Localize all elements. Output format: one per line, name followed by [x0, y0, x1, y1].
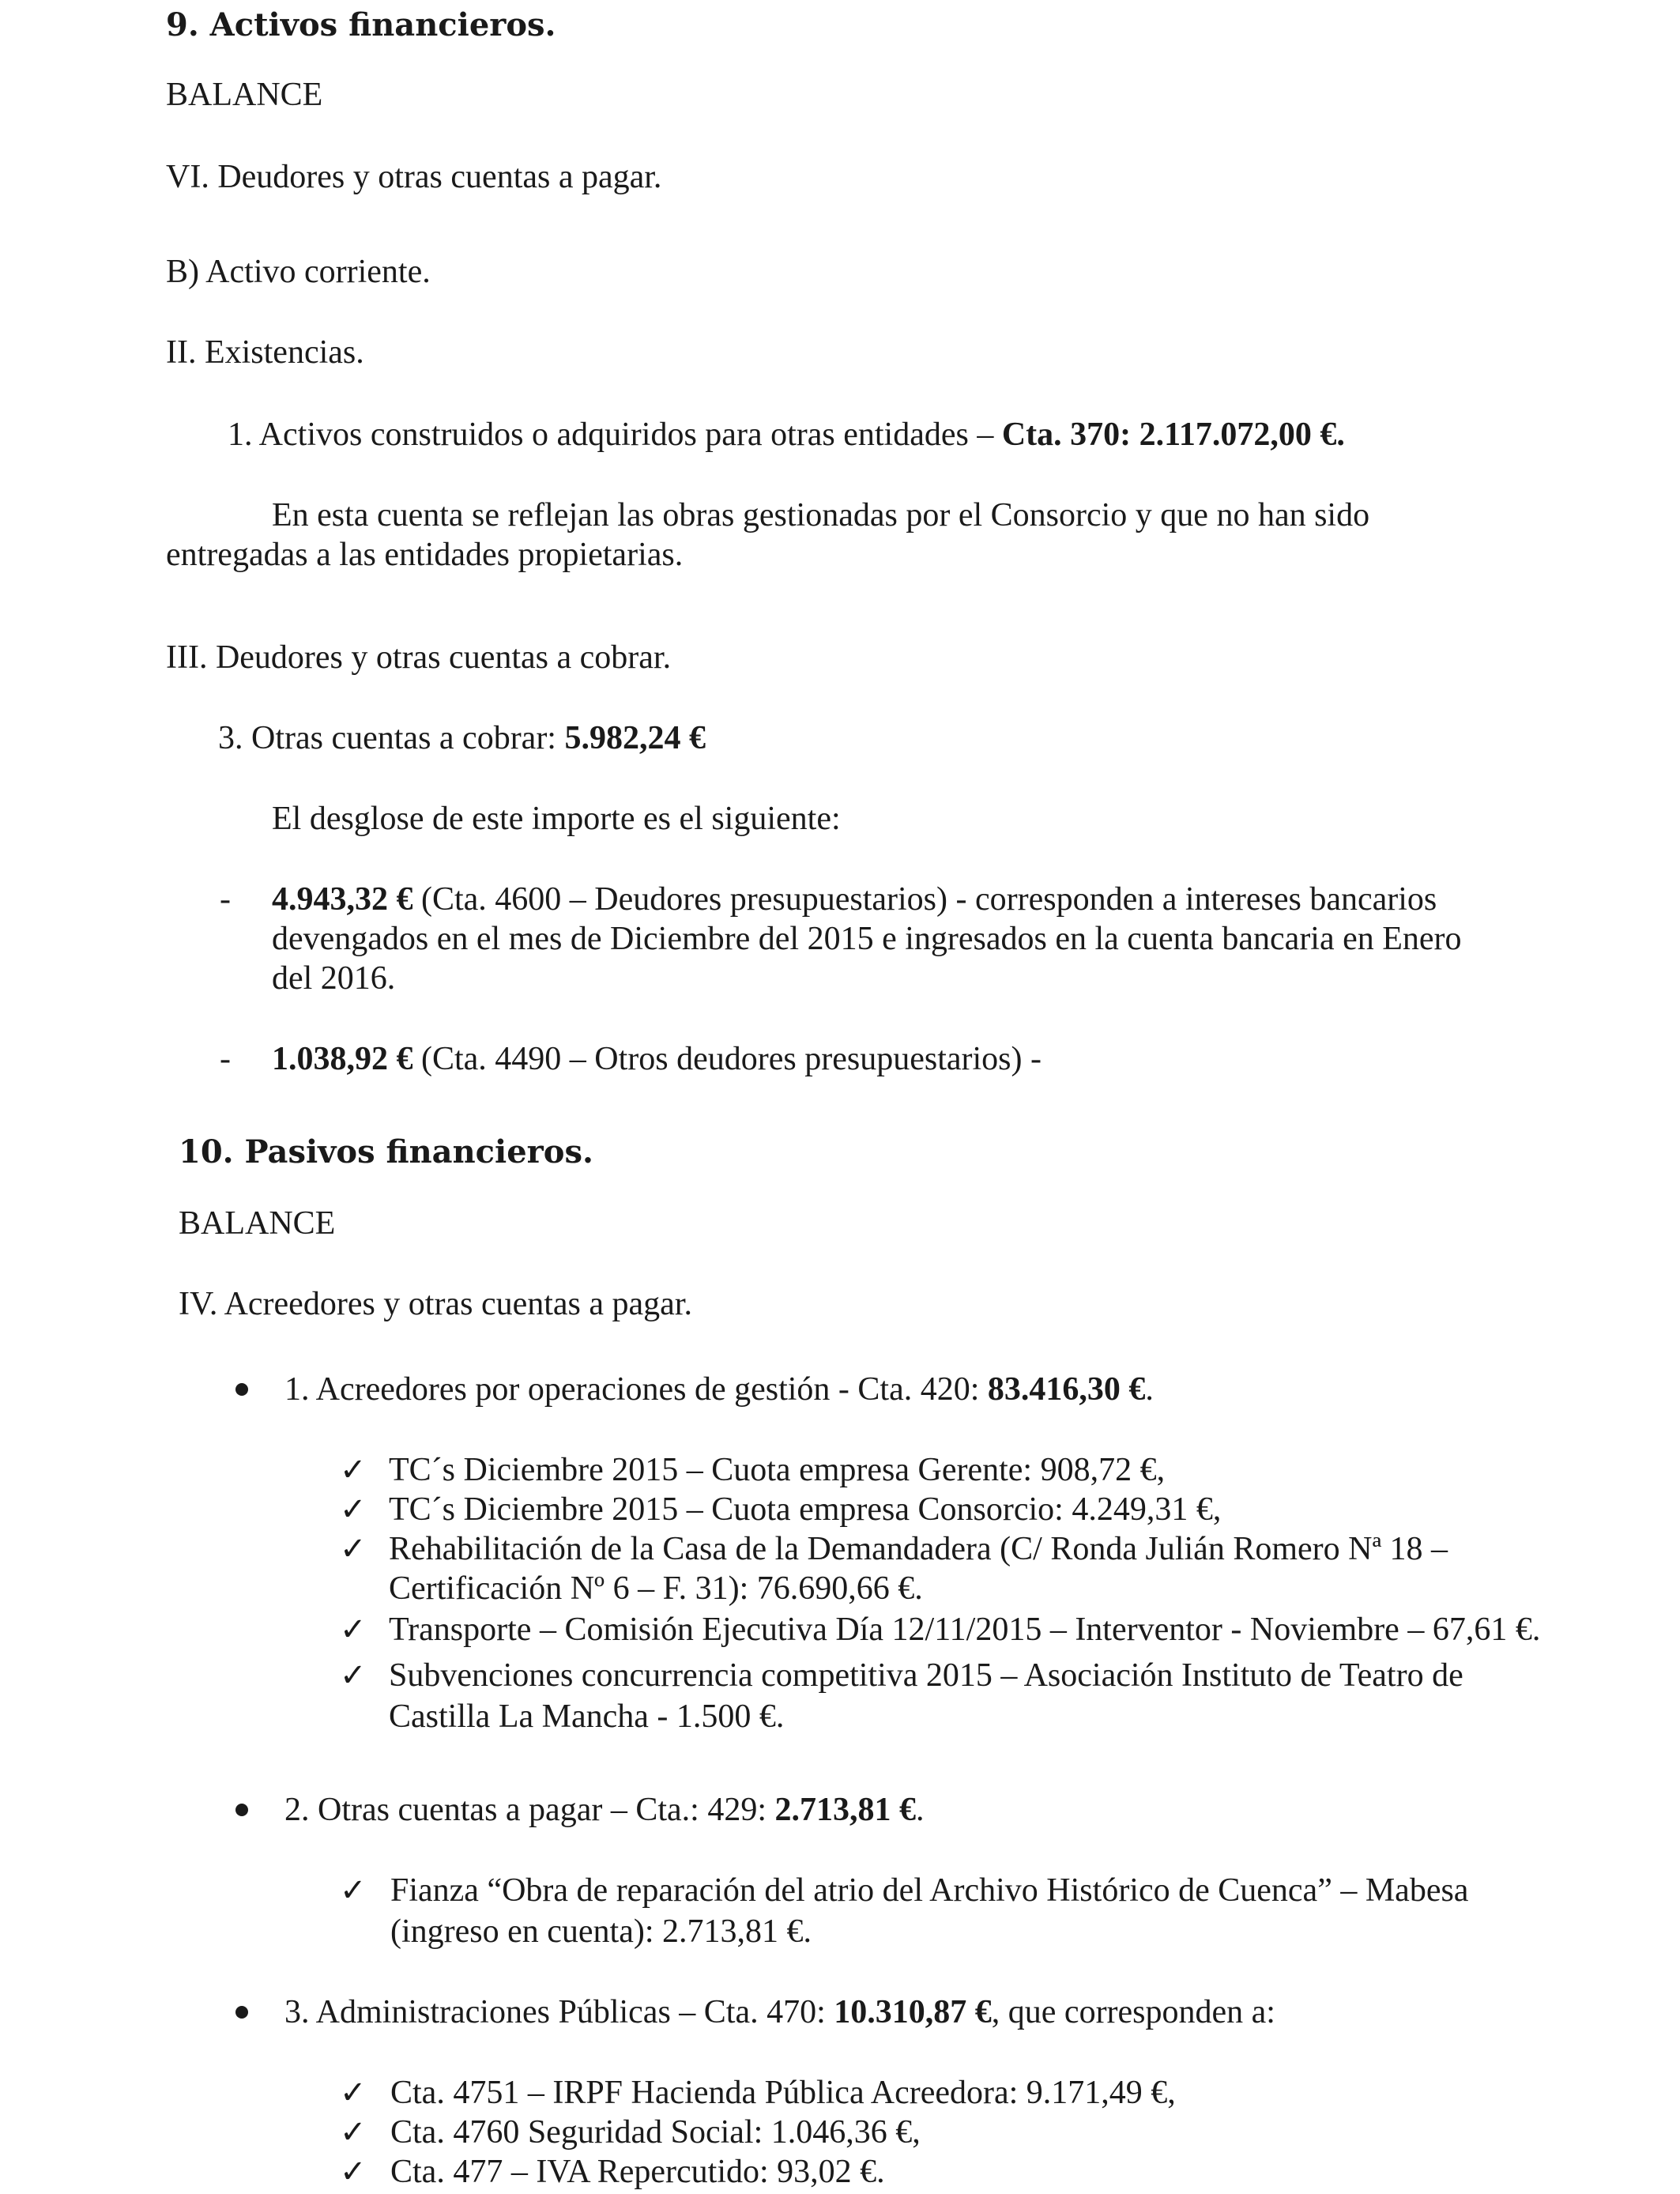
desglose-item-1-line-1	[272, 879, 1437, 920]
bullet-2	[235, 1804, 248, 1816]
section-10-heading: 10. Pasivos financieros.	[179, 1133, 593, 1171]
bullet-1	[235, 1383, 248, 1396]
check-item-tc-gerente: TC´s Diciembre 2015 – Cuota empresa Gerente: 908,72 €,	[389, 1452, 1166, 1488]
heading-ii-existencias: II. Existencias.	[166, 334, 364, 371]
item-1-text: 1. Activos construidos o adquiridos para otras entidades –	[228, 417, 1002, 453]
paragraph-line-1: En esta cuenta se reflejan las obras gestionadas por el Consorcio y que no han sido	[272, 497, 1370, 533]
check-item-fianza-line-2: (ingreso en cuenta): 2.713,81 €.	[390, 1913, 812, 1950]
bullet-item-1-end: .	[1145, 1371, 1154, 1408]
bullet-item-2-end: .	[915, 1792, 925, 1828]
heading-iii-deudores: III. Deudores y otras cuentas a cobrar.	[166, 639, 672, 676]
item-3-amount: 5.982,24 €	[564, 720, 706, 756]
checkmark-icon: ✓	[340, 2075, 367, 2111]
balance-label-9: BALANCE	[166, 77, 323, 113]
check-item-subvenciones-line-1: Subvenciones concurrencia competitiva 2015 – Asociación Instituto de Teatro de	[389, 1657, 1463, 1694]
bullet-item-1-text: 1. Acreedores por operaciones de gestión - Cta. 420:	[284, 1371, 988, 1408]
item-1-activos-construidos	[228, 414, 1345, 455]
check-item-seguridad-social: Cta. 4760 Seguridad Social: 1.046,36 €,	[390, 2114, 921, 2151]
desglose-item-1-text: (Cta. 4600 – Deudores presupuestarios) - corresponden a intereses bancarios	[412, 881, 1437, 918]
checkmark-icon: ✓	[340, 2114, 367, 2151]
check-item-rehabilitacion-line-2: Certificación Nº 6 – F. 31): 76.690,66 €.	[389, 1570, 923, 1607]
checkmark-icon: ✓	[340, 1452, 367, 1488]
checkmark-icon: ✓	[340, 1612, 367, 1648]
check-item-rehabilitacion-line-1: Rehabilitación de la Casa de la Demandadera (C/ Ronda Julián Romero Nª 18 –	[389, 1531, 1448, 1567]
bullet-item-2-text: 2. Otras cuentas a pagar – Cta.: 429:	[284, 1792, 775, 1828]
section-9-heading: 9. Activos financieros.	[166, 6, 556, 43]
item-3-otras-cuentas	[218, 718, 706, 759]
desglose-item-1-amount: 4.943,32 €	[272, 881, 413, 918]
desglose-intro: El desglose de este importe es el siguiente:	[272, 801, 841, 837]
checkmark-icon: ✓	[340, 1657, 367, 1694]
balance-label-10: BALANCE	[179, 1205, 336, 1242]
paragraph-line-2: entregadas a las entidades propietarias.	[166, 537, 684, 573]
dash-marker-1: -	[220, 881, 231, 918]
heading-iv-acreedores: IV. Acreedores y otras cuentas a pagar.	[179, 1286, 692, 1322]
check-item-transporte: Transporte – Comisión Ejecutiva Día 12/11/2015 – Interventor - Noviembre – 67,61 €.	[389, 1612, 1541, 1648]
check-item-subvenciones-line-2: Castilla La Mancha - 1.500 €.	[389, 1698, 785, 1735]
desglose-item-2	[272, 1039, 1042, 1080]
bullet-item-2	[284, 1789, 924, 1830]
checkmark-icon: ✓	[340, 1531, 367, 1567]
bullet-item-3-text: 3. Administraciones Públicas – Cta. 470:	[284, 1994, 834, 2030]
bullet-item-1	[284, 1369, 1154, 1410]
check-item-iva: Cta. 477 – IVA Repercutido: 93,02 €.	[390, 2154, 885, 2190]
desglose-item-2-text: (Cta. 4490 – Otros deudores presupuestarios) -	[412, 1041, 1042, 1077]
desglose-item-1-line-3: del 2016.	[272, 960, 396, 997]
check-item-fianza-line-1: Fianza “Obra de reparación del atrio del Archivo Histórico de Cuenca” – Mabesa	[390, 1872, 1469, 1909]
bullet-item-3	[284, 1992, 1275, 2033]
checkmark-icon: ✓	[340, 1872, 367, 1909]
bullet-item-3-end: , que corresponden a:	[991, 1994, 1275, 2030]
bullet-item-1-amount: 83.416,30 €	[987, 1371, 1146, 1408]
bullet-item-2-amount: 2.713,81 €	[774, 1792, 916, 1828]
desglose-item-1-line-2: devengados en el mes de Diciembre del 2015 e ingresados en la cuenta bancaria en Enero	[272, 921, 1462, 957]
check-item-tc-consorcio: TC´s Diciembre 2015 – Cuota empresa Consorcio: 4.249,31 €,	[389, 1491, 1222, 1528]
dash-marker-2: -	[220, 1041, 231, 1077]
check-item-irpf: Cta. 4751 – IRPF Hacienda Pública Acreedora: 9.171,49 €,	[390, 2075, 1176, 2111]
bullet-3	[235, 2006, 248, 2019]
heading-vi: VI. Deudores y otras cuentas a pagar.	[166, 159, 662, 195]
bullet-item-3-amount: 10.310,87 €	[834, 1994, 992, 2030]
item-3-text: 3. Otras cuentas a cobrar:	[218, 720, 565, 756]
checkmark-icon: ✓	[340, 1491, 367, 1528]
heading-b-activo-corriente: B) Activo corriente.	[166, 254, 431, 290]
desglose-item-2-amount: 1.038,92 €	[272, 1041, 413, 1077]
item-1-amount: Cta. 370: 2.117.072,00 €.	[1001, 417, 1345, 453]
checkmark-icon: ✓	[340, 2154, 367, 2190]
